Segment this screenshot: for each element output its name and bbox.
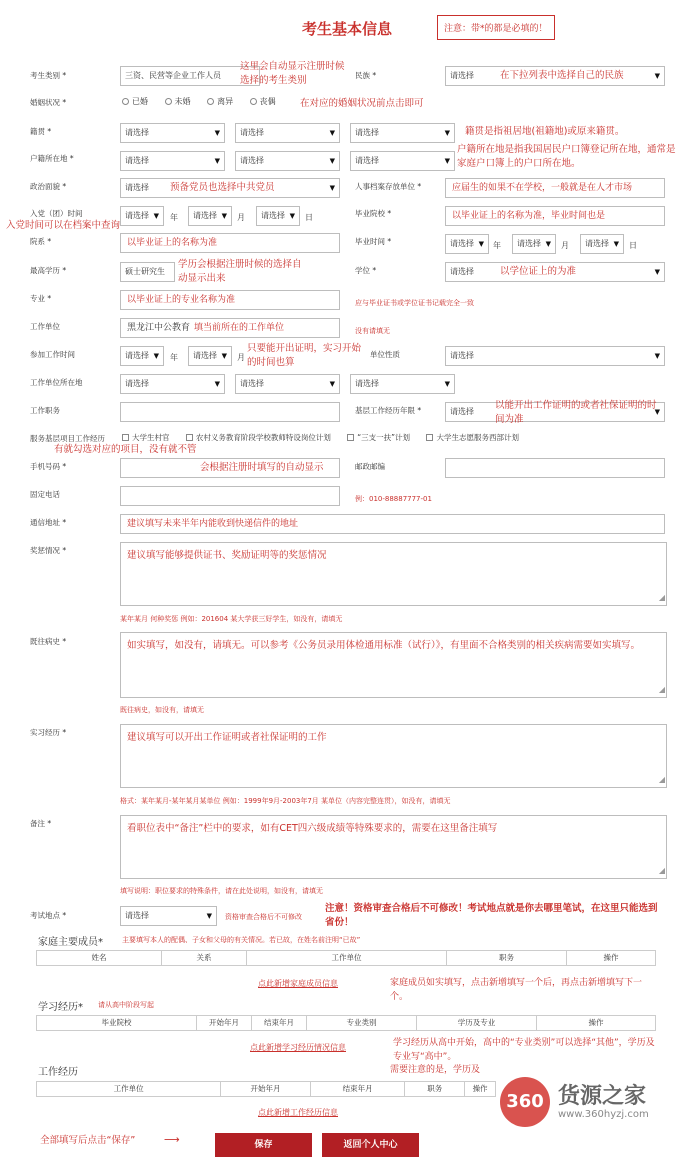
marital-option[interactable] [250,97,276,106]
label-marital: 婚姻状况 * [30,98,67,107]
select-value: 请选择 [450,407,474,416]
family-hint: 主要填写本人的配偶、子女和父母的有关情况。若已故，在姓名前注明“已故” [122,936,361,944]
column-header: 开始年月 [197,1016,252,1030]
exam-category-select[interactable] [120,66,260,86]
grad-year-select[interactable] [445,234,489,254]
page-title: 考生基本信息 [302,20,393,38]
annotation: 家庭成员如实填写，点击新增填写一个后，再点击新增填写下一个。 [390,978,643,1002]
unit-month: 月 [237,353,245,362]
select-value: 请选择 [240,156,264,165]
unit-day: 日 [305,213,313,222]
option-label: 大学生志愿服务西部计划 [436,433,519,442]
column-header: 职务 [405,1082,465,1096]
chevron-down-icon: ▼ [153,212,159,220]
address-input[interactable] [120,514,665,534]
checkbox-icon [426,434,433,441]
exam-site-select[interactable] [120,906,217,926]
household-province-select[interactable] [120,151,225,171]
select-value: 请选择 [193,351,217,360]
select-value: 请选择 [355,379,379,388]
chevron-down-icon: ▼ [654,408,660,416]
exam-site-hint: 资格审查合格后不可修改 [225,913,302,921]
unit-type-select[interactable] [445,346,665,366]
label-address: 通信地址 * [30,518,67,527]
textarea-value: 建议填写可以开出工作证明或者社保证明的工作 [127,732,327,743]
employer-input[interactable] [120,318,340,338]
chevron-down-icon: ▼ [444,157,450,165]
position-input[interactable] [120,402,340,422]
chevron-down-icon: ▼ [613,240,619,248]
input-value: 以毕业证上的专业名称为准 [127,295,236,305]
select-value: 请选择 [193,211,217,220]
column-header: 工作单位 [37,1082,221,1096]
select-value: 请选择 [450,267,474,276]
archive-input[interactable] [445,178,665,198]
grad-month-select[interactable] [512,234,556,254]
column-header: 操作 [472,1084,488,1093]
remarks-hint: 填写说明：职位要求的特殊条件，请在此处说明，如没有，请填无 [120,887,323,895]
option-label: 大学生村官 [132,433,170,442]
annotation: 会根据注册时填写的自动显示 [200,462,324,473]
major-hint: 应与毕业证书或学位证书记载完全一致 [355,299,474,307]
chevron-down-icon: ▼ [214,129,220,137]
service-option[interactable] [186,433,331,442]
select-value: 请选择 [125,156,149,165]
service-checkbox-group [122,432,519,443]
phone-input[interactable] [120,486,340,506]
label-postcode: 邮政邮编 [355,462,385,471]
column-header: 结束年月 [252,1016,307,1030]
study-hint: 请从高中阶段写起 [98,1001,154,1009]
label-archive: 人事档案存放单位 * [355,182,422,191]
column-header: 操作 [588,1018,604,1027]
label-degree: 学位 * [355,266,377,275]
family-section-title: 家庭主要成员* [38,937,103,948]
textarea-value: 看职位表中“备注”栏中的要求，如有CET四六级成绩等特殊要求的，需要在这里备注填写 [127,823,498,834]
label-awards: 奖惩情况 * [30,546,67,555]
label-party-time: 入党（团）时间 [30,209,83,218]
chevron-down-icon: ▼ [214,380,220,388]
option-label: “三支一扶”计划 [357,433,411,442]
annotation: 这里会自动显示注册时候选择的考生类别 [240,61,345,86]
phone-hint: 例：010-88887777-01 [355,495,432,503]
label-position: 工作职务 [30,406,60,415]
resize-grip-icon[interactable]: ◢ [658,866,665,875]
select-value: 请选择 [240,379,264,388]
select-value: 请选择 [355,156,379,165]
work-table-header [36,1081,496,1097]
label-school: 毕业院校 * [355,209,392,218]
label-unit-type: 单位性质 [370,350,400,359]
input-value: 应届生的如果不在学校，一般就是在人才市场 [452,183,633,193]
major-input[interactable] [120,290,340,310]
work-year-select[interactable] [120,346,164,366]
annotation: 只要能开出证明，实习开始的时间也算 [247,343,362,368]
select-value: 请选择 [355,128,379,137]
education-select[interactable] [120,262,175,282]
checkbox-icon [122,434,129,441]
annotation: 全部填写后点击“保存” [40,1135,136,1146]
unit-day: 日 [629,241,637,250]
radio-icon [250,98,257,105]
annotation: 入党时间可以在档案中查询 [6,220,121,231]
family-table-header [36,950,656,966]
annotation: 户籍所在地是指我国居民户口簿登记所在地，通常是家庭户口簿上的户口所在地。 [457,144,676,169]
logo-brand: 货源之家 [558,1084,647,1109]
annotation: 在对应的婚姻状况前点击即可 [300,98,424,109]
column-header: 毕业院校 [37,1016,197,1030]
input-value: 以毕业证上的名称为准 [127,238,218,248]
add-work-link[interactable]: 点此新增工作经历信息 [258,1108,338,1117]
unit-month: 月 [561,241,569,250]
label-native-place: 籍贯 * [30,127,52,136]
select-value: 请选择 [450,71,474,80]
column-header: 姓名 [37,951,162,965]
required-notice: 注意：带*的都是必填的！ [437,15,555,40]
chevron-down-icon: ▼ [444,380,450,388]
label-major: 专业 * [30,294,52,303]
chevron-down-icon: ▼ [289,212,295,220]
select-value: 请选择 [125,128,149,137]
select-value: 请选择 [125,911,149,920]
column-header: 开始年月 [221,1082,311,1096]
label-history: 既往病史 * [30,637,67,646]
chevron-down-icon: ▼ [444,129,450,137]
native-province-select[interactable] [120,123,225,143]
annotation: 在下拉列表中选择自己的民族 [500,70,624,81]
label-political: 政治面貌 * [30,182,67,191]
select-value: 请选择 [450,351,474,360]
resize-grip-icon[interactable]: ◢ [658,593,665,602]
select-value: 请选择 [125,351,149,360]
service-option[interactable] [347,433,410,442]
input-value: 建议填写未来半年内能收到快递信件的地址 [127,519,299,529]
column-header: 关系 [162,951,247,965]
column-header: 工作单位 [247,951,447,965]
party-year-select[interactable] [120,206,164,226]
marital-option[interactable] [122,97,148,106]
select-value: 请选择 [240,128,264,137]
label-work-start: 参加工作时间 [30,350,75,359]
input-value: 以毕业证上的名称为准，毕业时间也是 [452,211,606,221]
employer-hint: 没有请填无 [355,327,390,335]
work-county-select[interactable] [350,374,455,394]
history-textarea[interactable] [120,632,667,698]
work-section-title: 工作经历 [38,1067,78,1078]
add-family-link[interactable]: 点此新增家庭成员信息 [258,979,338,988]
radio-icon [122,98,129,105]
option-label: 农村义务教育阶段学校教师特设岗位计划 [195,433,331,442]
household-county-select[interactable] [350,151,455,171]
label-work-location: 工作单位所在地 [30,378,83,387]
chevron-down-icon: ▼ [329,184,335,192]
party-month-select[interactable] [188,206,232,226]
native-county-select[interactable] [350,123,455,143]
label-remarks: 备注 * [30,819,52,828]
label-department: 院系 * [30,237,52,246]
exam-category-value: 三资、民营等企业工作人员 [125,71,221,80]
select-value: 硕士研究生 [125,267,165,276]
label-education: 最高学历 * [30,266,67,275]
annotation: 填当前所在的工作单位 [194,323,285,333]
annotation: 以学位证上的为准 [500,266,577,277]
checkbox-icon [347,434,354,441]
select-value: 请选择 [585,239,609,248]
study-section-title: 学习经历* [38,1002,83,1013]
select-value: 请选择 [450,239,474,248]
chevron-down-icon: ▼ [221,352,227,360]
label-exam-site: 考试地点 * [30,911,67,920]
unit-year: 年 [170,213,178,222]
chevron-down-icon: ▼ [329,380,335,388]
chevron-down-icon: ▼ [153,352,159,360]
save-button[interactable]: 保存 [215,1133,312,1157]
chevron-down-icon: ▼ [214,157,220,165]
marital-option[interactable] [165,97,191,106]
textarea-value: 建议填写能够提供证书、奖励证明等的奖惩情况 [127,550,327,561]
marital-radio-group [122,96,276,107]
option-label: 未婚 [174,97,191,106]
chevron-down-icon: ▼ [654,268,660,276]
unit-year: 年 [493,241,501,250]
logo-badge: 360 [500,1077,550,1127]
label-employer: 工作单位 [30,322,60,331]
watermark-logo [500,1077,680,1137]
textarea-value: 如实填写，如没有，请填无。可以参考《公务员录用体检通用标准（试行）》，有里面不合格类别的相关疾病需要如实填写。 [127,640,641,651]
awards-hint: 某年某月 何种奖惩 例如：201604 某大学获三好学生，如没有，请填无 [120,615,343,623]
service-option[interactable] [122,433,170,442]
chevron-down-icon: ▼ [654,72,660,80]
annotation: 学历会根据注册时候的选择自动显示出来 [178,259,302,284]
column-header: 专业类别 [307,1016,417,1030]
option-label: 丧偶 [259,97,276,106]
resize-grip-icon[interactable]: ◢ [658,775,665,784]
option-label: 离异 [217,97,234,106]
label-internship: 实习经历 * [30,728,67,737]
column-header: 结束年月 [311,1082,406,1096]
remarks-textarea[interactable] [120,815,667,879]
internship-hint: 格式：某年某月-某年某月某单位 例如：1999年9月-2003年7月 某单位（内容完整连贯），如没有，请填无 [120,797,451,805]
chevron-down-icon: ▼ [654,352,660,360]
label-service-project: 服务基层项目工作经历 [30,434,105,443]
awards-textarea[interactable] [120,542,667,606]
label-ethnicity: 民族 * [355,71,377,80]
chevron-down-icon: ▼ [545,240,551,248]
history-hint: 既往病史，如没有，请填无 [120,706,204,714]
select-value: 请选择 [125,183,149,192]
marital-option[interactable] [207,97,233,106]
input-value: 黑龙江中公教育 [127,323,191,333]
postcode-input[interactable] [445,458,665,478]
grad-day-select[interactable] [580,234,624,254]
annotation: 注意！资格审查合格后不可修改！考试地点就是你去哪里笔试，在这里只能选到省份！ [325,903,658,928]
radio-icon [207,98,214,105]
checkbox-icon [186,434,193,441]
resize-grip-icon[interactable]: ◢ [658,685,665,694]
household-city-select[interactable] [235,151,340,171]
column-header: 学历及专业 [417,1016,537,1030]
unit-year: 年 [170,353,178,362]
chevron-down-icon: ▼ [221,212,227,220]
chevron-down-icon: ▼ [329,129,335,137]
work-month-select[interactable] [188,346,232,366]
annotation: 预备党员也选择中共党员 [170,182,275,193]
label-exam-category: 考生类别 * [30,71,67,80]
native-city-select[interactable] [235,123,340,143]
label-phone: 固定电话 [30,490,60,499]
internship-textarea[interactable] [120,724,667,788]
chevron-down-icon: ▼ [329,157,335,165]
school-input[interactable] [445,206,665,226]
service-option[interactable] [426,433,519,442]
party-day-select[interactable] [256,206,300,226]
work-city-select[interactable] [235,374,340,394]
column-header: 操作 [603,953,619,962]
select-value: 请选择 [517,239,541,248]
radio-icon [165,98,172,105]
logo-site: www.360hyzj.com [558,1109,649,1120]
select-value: 请选择 [261,211,285,220]
label-household: 户籍所在地 * [30,154,74,163]
add-study-link[interactable]: 点此新增学习经历情况信息 [250,1043,346,1052]
column-header: 职务 [447,951,567,965]
annotation: 需要注意的是，学历及 [390,1065,481,1075]
unit-month: 月 [237,213,245,222]
label-grad-time: 毕业时间 * [355,237,392,246]
study-table-header [36,1015,656,1031]
option-label: 已婚 [132,97,148,106]
chevron-down-icon: ▼ [206,912,212,920]
label-grassroots-years: 基层工作经历年限 * [355,406,422,415]
department-input[interactable] [120,233,340,253]
annotation: 籍贯是指祖居地(祖籍地)或原来籍贯。 [465,126,625,137]
work-province-select[interactable] [120,374,225,394]
annotation: 有就勾选对应的项目，没有就不管 [54,444,197,455]
arrow-right-icon: ⟶ [164,1133,180,1146]
label-mobile: 手机号码 * [30,462,67,471]
annotation: 以能开出工作证明的或者社保证明的时间为准 [495,400,657,425]
annotation: 学习经历从高中开始，高中的“专业类别”可以选择“其他”，学历及专业写“高中”。 [393,1038,655,1062]
back-button[interactable]: 返回个人中心 [322,1133,419,1157]
chevron-down-icon: ▼ [478,240,484,248]
select-value: 请选择 [125,379,149,388]
select-value: 请选择 [125,211,149,220]
